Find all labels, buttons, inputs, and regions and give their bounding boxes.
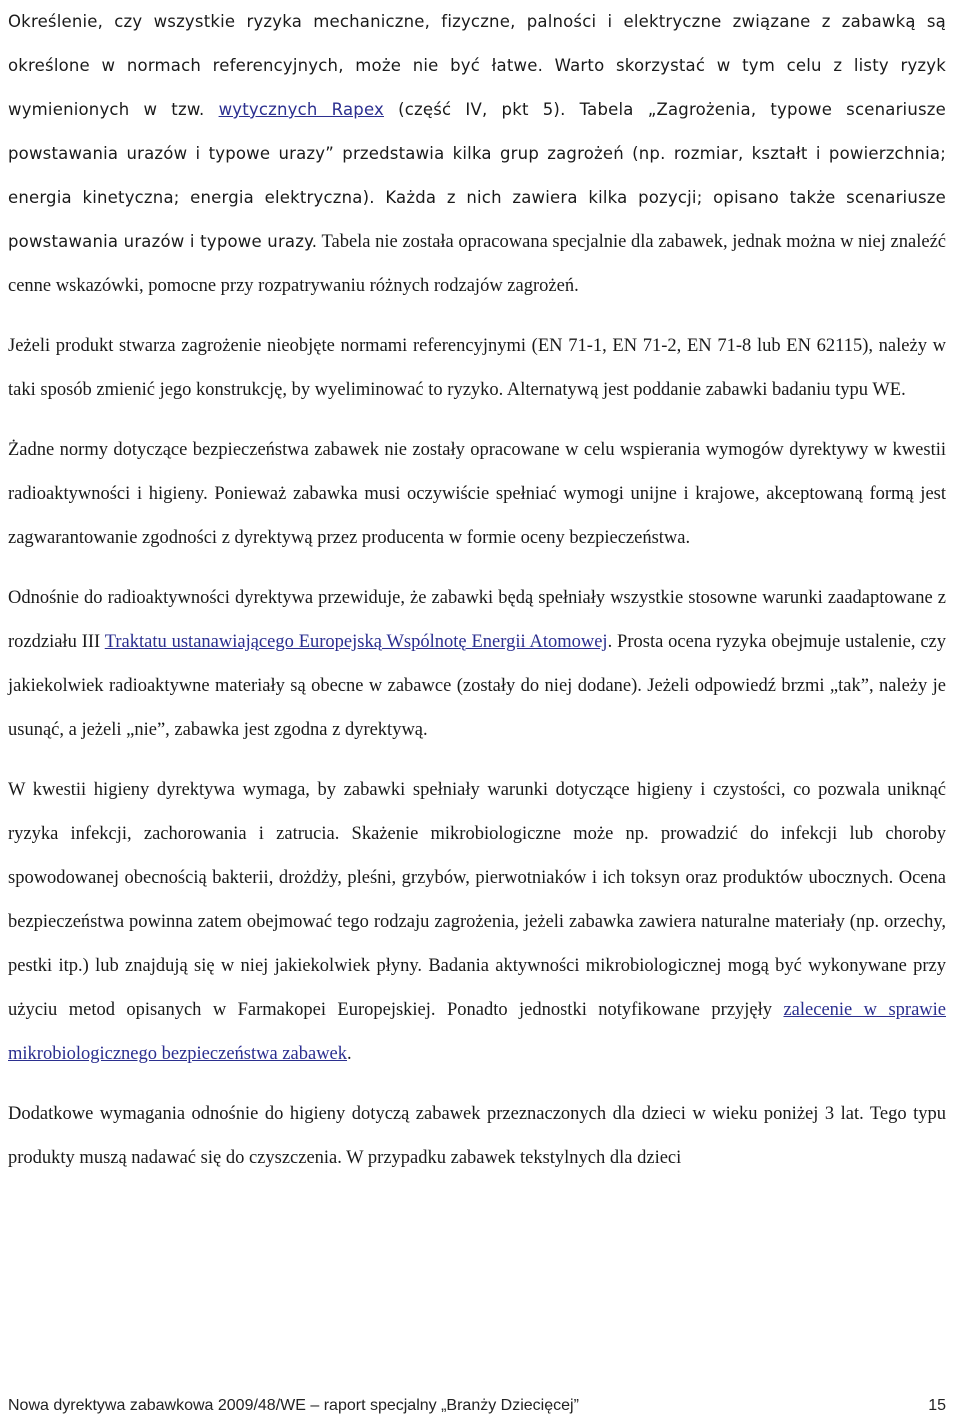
paragraph-text: Tabela nie została opracowana specjalnie dla zabawek, jednak można w niej znaleźć cenne wskazówki, pomocne przy rozpatrywaniu różnych rodzajów zagrożeń.	[8, 232, 946, 296]
footer-title: Nowa dyrektywa zabawkowa 2009/48/WE – raport specjalny „Branży Dziecięcej”	[8, 1397, 579, 1414]
paragraph-no-standards: Żadne normy dotyczące bezpieczeństwa zabawek nie zostały opracowane w celu wspierania wymogów dyrektywy w kwestii radioaktywności i higieny. Ponieważ zabawka musi oczywiście spełniać wymogi unijne i krajowe, akceptowaną formą jest zagwarantowanie zgodności z dyrektywą przez producenta w formie oceny bezpieczeństwa.	[8, 440, 946, 548]
paragraph-text: (część IV, pkt 5). Tabela „Zagrożenia, typowe scenariusze powstawania urazów i typowe urazy” przedstawia kilka grup zagrożeń (np. rozmiar, kształt i powierzchnia; energia kinetyczna; energia elektryczna). Każda z nich zawiera kilka pozycji; opisano także scenariusze powstawania urazów i typowe urazy.	[8, 100, 946, 251]
paragraph-reference-standards: Jeżeli produkt stwarza zagrożenie nieobjęte normami referencyjnymi (EN 71-1, EN 71-2, EN 71-8 lub EN 62115), należy w taki sposób zmienić jego konstrukcję, by wyeliminować to ryzyko. Alternatywą jest poddanie zabawki badaniu typu WE.	[8, 336, 946, 400]
paragraph-risk-assessment	[8, 0, 946, 308]
page-footer	[8, 1397, 946, 1415]
rapex-guidelines-link[interactable]: wytycznych Rapex	[218, 100, 384, 119]
paragraph-hygiene	[8, 768, 946, 1076]
paragraph-radioactivity	[8, 576, 946, 752]
paragraph-text: Odnośnie do radioaktywności dyrektywa przewiduje, że zabawki będą spełniały wszystkie stosowne warunki zaadaptowane z rozdziału III	[8, 588, 946, 652]
paragraph-text: . Prosta ocena ryzyka obejmuje ustalenie, czy jakiekolwiek radioaktywne materiały są obecne w zabawce (zostały do niej dodane). Jeżeli odpowiedź brzmi „tak”, należy je usunąć, a jeżeli „nie”, zabawka jest zgodna z dyrektywą.	[8, 632, 947, 740]
paragraph-text: Określenie, czy wszystkie ryzyka mechaniczne, fizyczne, palności i elektryczne związane z zabawką są określone w normach referencyjnych, może nie być łatwe. Warto skorzystać w tym celu z listy ryzyk wymienionych w tzw.	[8, 12, 946, 119]
document-page	[8, 0, 946, 1180]
paragraph-text: .	[347, 1044, 352, 1064]
euratom-treaty-link[interactable]: Traktatu ustanawiającego Europejską Wspólnotę Energii Atomowej	[104, 632, 608, 652]
paragraph-additional-hygiene: Dodatkowe wymagania odnośnie do higieny dotyczą zabawek przeznaczonych dla dzieci w wieku poniżej 3 lat. Tego typu produkty muszą nadawać się do czyszczenia. W przypadku zabawek tekstylnych dla dzieci	[8, 1104, 946, 1168]
page-number: 15	[928, 1397, 946, 1414]
paragraph-text: W kwestii higieny dyrektywa wymaga, by zabawki spełniały warunki dotyczące higieny i czystości, co pozwala uniknąć ryzyka infekcji, zachorowania i zatrucia. Skażenie mikrobiologiczne może np. prowadzić do infekcji lub choroby spowodowanej obecnością bakterii, drożdży, pleśni, grzybów, pierwotniaków i ich toksyn oraz produktów ubocznych. Ocena bezpieczeństwa powinna zatem obejmować tego rodzaju zagrożenia, jeżeli zabawka zawiera naturalne materiały (np. orzechy, pestki itp.) lub znajdują się w niej jakiekolwiek płyny. Badania aktywności mikrobiologicznej mogą być wykonywane przy użyciu metod opisanych w Farmakopei Europejskiej. Ponadto jednostki notyfikowane przyjęły	[8, 780, 946, 1020]
microbiological-safety-link[interactable]: zalecenie w sprawie mikrobiologicznego bezpieczeństwa zabawek	[8, 1000, 946, 1064]
